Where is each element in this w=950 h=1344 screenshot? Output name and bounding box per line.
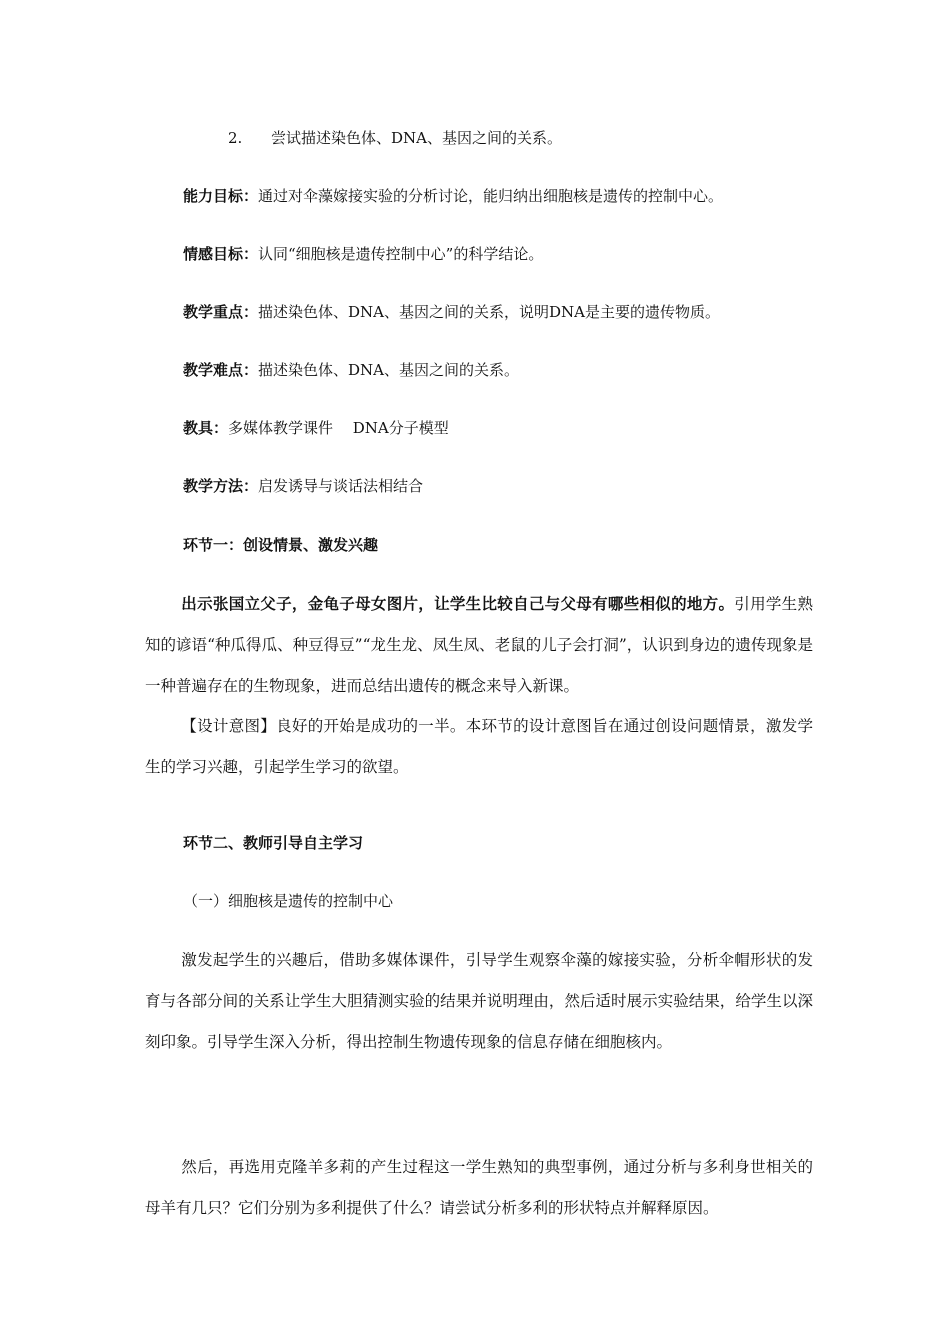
ability-objective [183,186,723,206]
method-label: 教学方法： [183,477,259,495]
section-2-subheading: （一）细胞核是遗传的控制中心 [183,892,394,910]
ability-text: 通过对伞藻嫁接实验的分析讨论，能归纳出细胞核是遗传的控制中心。 [258,187,724,205]
teaching-tools [183,418,449,438]
key-text: 描述染色体、DNA、基因之间的关系，说明DNA是主要的遗传物质。 [258,303,720,321]
intro-body: 引用学生熟知的谚语“种瓜得瓜、种豆得豆”“龙生龙、凤生凤、老鼠的儿子会打洞”，认识到身边的遗传现象是一种普遍存在的生物现象，进而总结出遗传的概念来导入新课。 [145,595,813,695]
objective-text: 尝试描述染色体、DNA、基因之间的关系。 [271,129,562,147]
teaching-key-point [183,302,720,322]
section-1-heading: 环节一：创设情景、激发兴趣 [183,536,379,554]
intro-bold-lead: 出示张国立父子，金龟子母女图片，让学生比较自己与父母有哪些相似的地方。 [181,594,735,613]
tools-label: 教具： [183,419,229,437]
method-text: 启发诱导与谈话法相结合 [258,477,424,495]
ability-label: 能力目标： [183,187,259,205]
design-intent-text: 【设计意图】良好的开始是成功的一半。本环节的设计意图旨在通过创设问题情景，激发学生的学习兴趣，引起学生学习的欲望。 [145,717,813,776]
paragraph-2-text: 然后，再选用克隆羊多莉的产生过程这一学生熟知的典型事例，通过分析与多利身世相关的母羊有几只？它们分别为多利提供了什么？请尝试分析多利的形状特点并解释原因。 [145,1158,813,1217]
section-2-paragraph-2 [145,1147,813,1229]
teaching-difficulty [183,360,519,380]
tools-text: 多媒体教学课件 DNA分子模型 [228,419,449,437]
section-2-heading: 环节二、教师引导自主学习 [183,834,364,852]
emotion-label: 情感目标： [183,245,259,263]
list-number: 2. [228,129,243,147]
section-2-paragraph-1 [145,940,813,1063]
difficulty-label: 教学难点： [183,361,259,379]
teaching-method [183,476,423,496]
paragraph-1-text: 激发起学生的兴趣后，借助多媒体课件，引导学生观察伞藻的嫁接实验，分析伞帽形状的发育与各部分间的关系让学生大胆猜测实验的结果并说明理由，然后适时展示实验结果，给学生以深刻印象。引导学生深入分析，得出控制生物遗传现象的信息存储在细胞核内。 [145,951,813,1051]
emotion-text: 认同“细胞核是遗传控制中心”的科学结论。 [258,245,544,263]
difficulty-text: 描述染色体、DNA、基因之间的关系。 [258,361,520,379]
key-label: 教学重点： [183,303,259,321]
section-1-intro-paragraph [145,583,813,707]
emotion-objective [183,244,543,264]
objective-item-2 [228,128,562,148]
design-intent-paragraph [145,706,813,788]
